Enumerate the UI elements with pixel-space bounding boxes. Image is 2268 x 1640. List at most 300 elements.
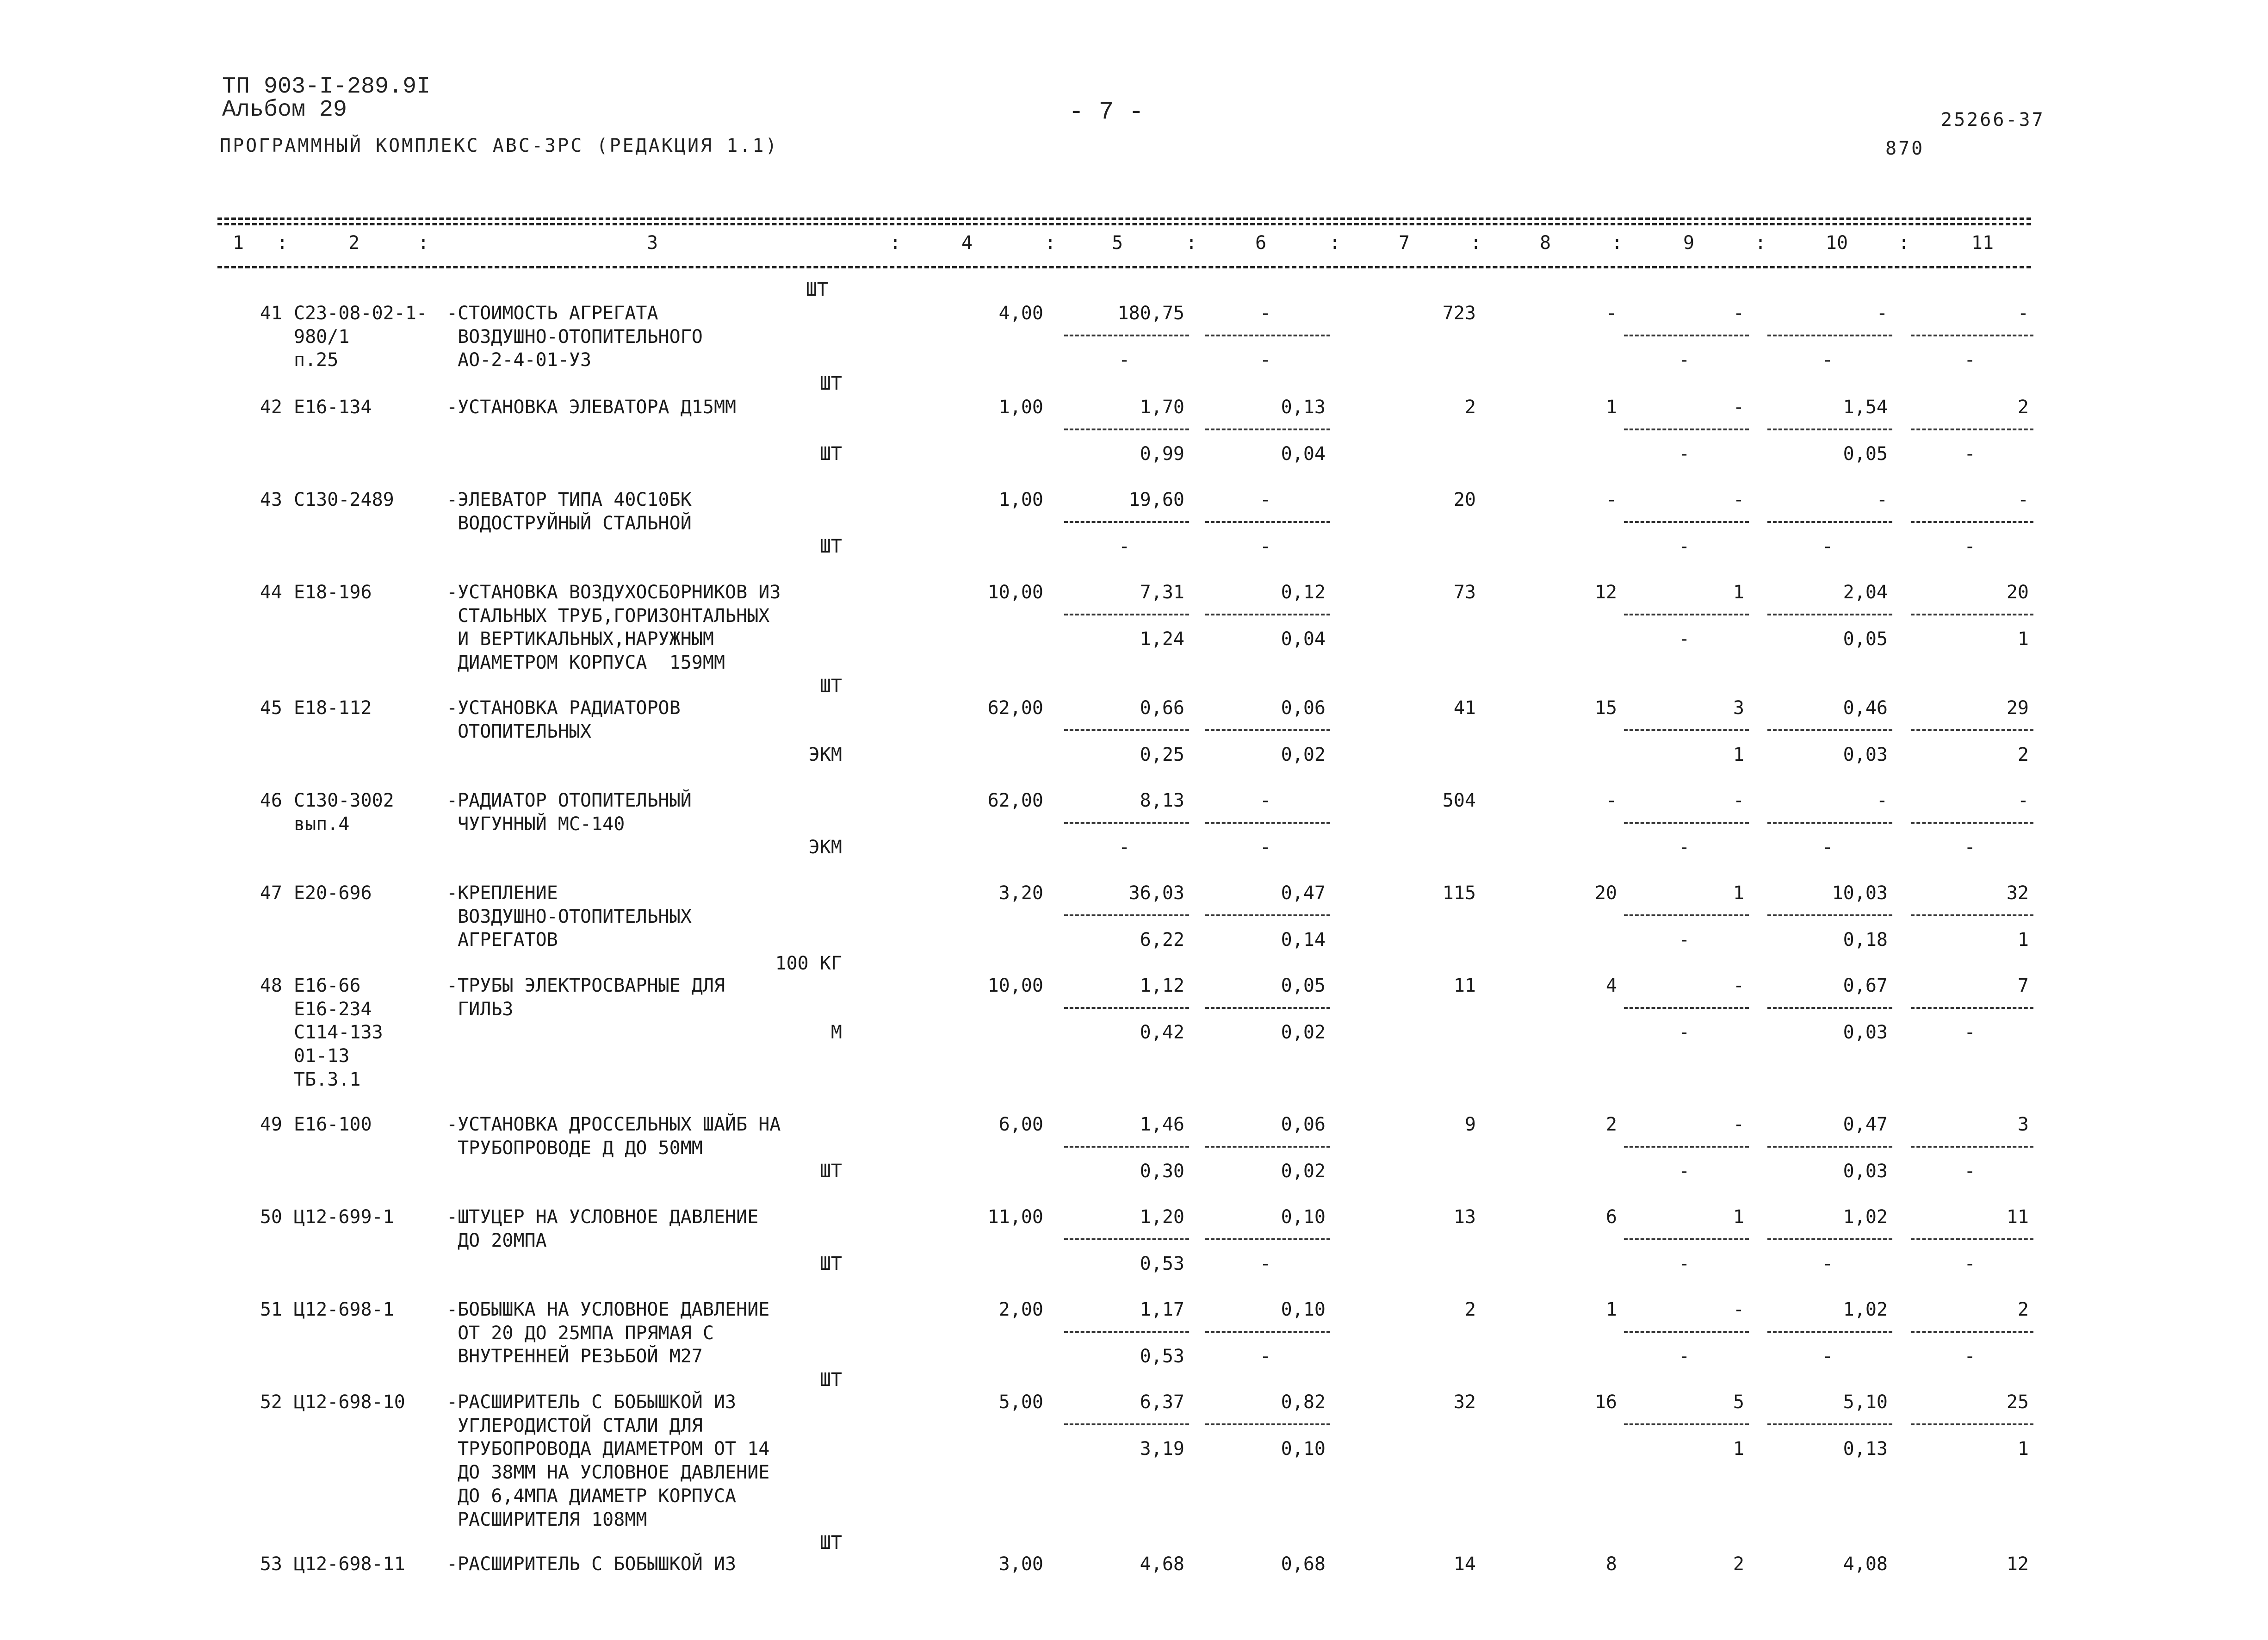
col5-value: 6,22 bbox=[1140, 929, 1184, 951]
col7-value: 2 bbox=[1464, 397, 1476, 418]
item-number: 52 bbox=[260, 1392, 282, 1413]
cell-divider-dashes bbox=[1767, 1423, 1892, 1425]
col11-value: - bbox=[1964, 536, 1976, 558]
col11-value: 12 bbox=[2006, 1553, 2029, 1575]
item-code: Е16-134 bbox=[294, 397, 372, 418]
cell-divider-dashes bbox=[1911, 1007, 2033, 1009]
item-code: Е16-100 bbox=[294, 1114, 372, 1135]
col8-value: 1 bbox=[1605, 1299, 1617, 1320]
col6-value: - bbox=[1259, 1346, 1271, 1367]
item-description: -РАСШИРИТЕЛЬ С БОБЫШКОЙ ИЗ bbox=[446, 1392, 737, 1413]
col9-value: - bbox=[1678, 536, 1690, 558]
col6-value: 0,02 bbox=[1281, 1022, 1326, 1044]
col8-value: 6 bbox=[1605, 1206, 1617, 1228]
column-separator: : bbox=[889, 232, 901, 254]
col7-value: 504 bbox=[1442, 790, 1476, 811]
col10-value: 0,13 bbox=[1843, 1438, 1888, 1460]
cell-divider-dashes bbox=[1911, 335, 2033, 336]
col6-value: 0,06 bbox=[1281, 1114, 1326, 1135]
col9-value: - bbox=[1733, 303, 1744, 324]
item-description: ГИЛЬЗ bbox=[446, 998, 514, 1020]
col10-value: 0,05 bbox=[1843, 443, 1888, 465]
cell-divider-dashes bbox=[1064, 614, 1189, 615]
cell-divider-dashes bbox=[1064, 1146, 1189, 1148]
column-separator: : bbox=[1329, 232, 1341, 254]
cell-divider-dashes bbox=[1064, 1423, 1189, 1425]
col9-value: - bbox=[1733, 975, 1744, 996]
project-code: ТП 903-I-289.9I bbox=[222, 74, 431, 100]
col8-value: 12 bbox=[1594, 582, 1617, 603]
col7-value: 14 bbox=[1453, 1553, 1476, 1575]
cell-divider-dashes bbox=[1064, 729, 1189, 731]
column-header-7: 7 bbox=[1398, 232, 1410, 254]
col11-value: 25 bbox=[2006, 1392, 2029, 1413]
col8-value: - bbox=[1605, 489, 1617, 510]
col9-value: - bbox=[1678, 628, 1690, 650]
unit-label: ШТ bbox=[806, 279, 828, 301]
item-code: Ц12-698-1 bbox=[294, 1299, 394, 1320]
col10-value: 0,18 bbox=[1843, 929, 1888, 951]
column-separator: : bbox=[1898, 232, 1910, 254]
item-description: -ЭЛЕВАТОР ТИПА 40С10БК bbox=[446, 489, 692, 510]
col11-value: - bbox=[1964, 1161, 1976, 1182]
cell-divider-dashes bbox=[1205, 729, 1330, 731]
quantity: 10,00 bbox=[987, 975, 1043, 996]
item-code: Е20-696 bbox=[294, 882, 372, 904]
item-description: АО-2-4-01-У3 bbox=[446, 349, 592, 371]
cell-divider-dashes bbox=[1064, 335, 1189, 336]
col9-value: - bbox=[1733, 1299, 1744, 1320]
program-title: ПРОГРАММНЫЙ КОМПЛЕКС АВС-3РС (РЕДАКЦИЯ 1.1) bbox=[220, 135, 779, 156]
item-description: УГЛЕРОДИСТОЙ СТАЛИ ДЛЯ bbox=[446, 1415, 703, 1436]
item-number: 51 bbox=[260, 1299, 282, 1320]
cell-divider-dashes bbox=[1767, 822, 1892, 824]
item-code: С130-3002 bbox=[294, 790, 394, 811]
col9-value: 5 bbox=[1733, 1392, 1744, 1413]
col5-value: 0,53 bbox=[1140, 1346, 1184, 1367]
col7-value: 723 bbox=[1442, 303, 1476, 324]
col9-value: 2 bbox=[1733, 1553, 1744, 1575]
item-code: С23-08-02-1- bbox=[294, 303, 428, 324]
cell-divider-dashes bbox=[1911, 614, 2033, 615]
col10-value: 1,02 bbox=[1843, 1299, 1888, 1320]
item-number: 41 bbox=[260, 303, 282, 324]
col5-value: 1,46 bbox=[1140, 1114, 1184, 1135]
col5-value: 0,99 bbox=[1140, 443, 1184, 465]
col6-value: 0,14 bbox=[1281, 929, 1326, 951]
unit-label: ШТ bbox=[819, 536, 842, 558]
column-header-2: 2 bbox=[348, 232, 360, 254]
col9-value: - bbox=[1678, 1346, 1690, 1367]
item-description: -БОБЫШКА НА УСЛОВНОЕ ДАВЛЕНИЕ bbox=[446, 1299, 770, 1320]
item-code: Ц12-698-10 bbox=[294, 1392, 405, 1413]
item-code: Е18-112 bbox=[294, 697, 372, 719]
cell-divider-dashes bbox=[1205, 822, 1330, 824]
col8-value: 15 bbox=[1594, 697, 1617, 719]
quantity: 2,00 bbox=[998, 1299, 1043, 1320]
cell-divider-dashes bbox=[1205, 1238, 1330, 1240]
col11-value: 2 bbox=[2017, 744, 2029, 766]
col10-value: 0,03 bbox=[1843, 744, 1888, 766]
col9-value: - bbox=[1678, 1022, 1690, 1044]
header-bottom-rule bbox=[217, 266, 2031, 268]
cell-divider-dashes bbox=[1767, 1331, 1892, 1333]
item-code: Е16-66 bbox=[294, 975, 361, 996]
quantity: 62,00 bbox=[987, 790, 1043, 811]
col8-value: 16 bbox=[1594, 1392, 1617, 1413]
cell-divider-dashes bbox=[1624, 335, 1749, 336]
quantity: 1,00 bbox=[998, 489, 1043, 510]
col11-value: 3 bbox=[2017, 1114, 2029, 1135]
cell-divider-dashes bbox=[1624, 429, 1749, 430]
col10-value: - bbox=[1822, 536, 1834, 558]
quantity: 3,20 bbox=[998, 882, 1043, 904]
col11-value: 2 bbox=[2017, 397, 2029, 418]
col10-value: 0,03 bbox=[1843, 1161, 1888, 1182]
cell-divider-dashes bbox=[1205, 614, 1330, 615]
col6-value: - bbox=[1259, 790, 1271, 811]
col10-value: 0,46 bbox=[1843, 697, 1888, 719]
item-description: ВОЗДУШНО-ОТОПИТЕЛЬНЫХ bbox=[446, 906, 692, 927]
unit-label: ШТ bbox=[819, 1161, 842, 1182]
item-description: -ТРУБЫ ЭЛЕКТРОСВАРНЫЕ ДЛЯ bbox=[446, 975, 725, 996]
col5-value: 0,25 bbox=[1140, 744, 1184, 766]
col5-value: 19,60 bbox=[1128, 489, 1184, 510]
col7-value: 115 bbox=[1442, 882, 1476, 904]
item-description: -ШТУЦЕР НА УСЛОВНОЕ ДАВЛЕНИЕ bbox=[446, 1206, 759, 1228]
item-number: 50 bbox=[260, 1206, 282, 1228]
col5-value: 1,12 bbox=[1140, 975, 1184, 996]
item-code: С130-2489 bbox=[294, 489, 394, 510]
column-separator: : bbox=[276, 232, 288, 254]
item-number: 47 bbox=[260, 882, 282, 904]
col11-value: 32 bbox=[2006, 882, 2029, 904]
item-description: ВОДОСТРУЙНЫЙ СТАЛЬНОЙ bbox=[446, 512, 692, 534]
col5-value: 7,31 bbox=[1140, 582, 1184, 603]
item-number: 53 bbox=[260, 1553, 282, 1575]
col6-value: 0,47 bbox=[1281, 882, 1326, 904]
col11-value: 7 bbox=[2017, 975, 2029, 996]
col10-value: 10,03 bbox=[1832, 882, 1888, 904]
cell-divider-dashes bbox=[1064, 429, 1189, 430]
cell-divider-dashes bbox=[1767, 335, 1892, 336]
col9-value: - bbox=[1678, 349, 1690, 371]
cell-divider-dashes bbox=[1911, 429, 2033, 430]
col6-value: 0,10 bbox=[1281, 1206, 1326, 1228]
item-description: -РАДИАТОР ОТОПИТЕЛЬНЫЙ bbox=[446, 790, 692, 811]
col6-value: 0,02 bbox=[1281, 1161, 1326, 1182]
cell-divider-dashes bbox=[1205, 1331, 1330, 1333]
col6-value: 0,12 bbox=[1281, 582, 1326, 603]
unit-label: ШТ bbox=[819, 1532, 842, 1554]
col11-value: - bbox=[2017, 303, 2029, 324]
item-number: 45 bbox=[260, 697, 282, 719]
col10-value: - bbox=[1822, 1346, 1834, 1367]
col6-value: 0,10 bbox=[1281, 1299, 1326, 1320]
column-header-9: 9 bbox=[1683, 232, 1695, 254]
col7-value: 20 bbox=[1453, 489, 1476, 510]
item-description: И ВЕРТИКАЛЬНЫХ,НАРУЖНЫМ bbox=[446, 628, 714, 650]
column-separator: : bbox=[1185, 232, 1197, 254]
quantity: 6,00 bbox=[998, 1114, 1043, 1135]
quantity: 1,00 bbox=[998, 397, 1043, 418]
col6-value: - bbox=[1259, 349, 1271, 371]
cell-divider-dashes bbox=[1205, 429, 1330, 430]
col11-value: 20 bbox=[2006, 582, 2029, 603]
col6-value: - bbox=[1259, 1253, 1271, 1275]
cell-divider-dashes bbox=[1624, 914, 1749, 916]
item-description: -УСТАНОВКА РАДИАТОРОВ bbox=[446, 697, 681, 719]
col9-value: 1 bbox=[1733, 582, 1744, 603]
cell-divider-dashes bbox=[1624, 614, 1749, 615]
col9-value: 1 bbox=[1733, 882, 1744, 904]
col8-value: - bbox=[1605, 303, 1617, 324]
col11-value: 29 bbox=[2006, 697, 2029, 719]
col5-value: 1,20 bbox=[1140, 1206, 1184, 1228]
cell-divider-dashes bbox=[1767, 429, 1892, 430]
item-description: ОТ 20 ДО 25МПА ПРЯМАЯ С bbox=[446, 1322, 714, 1344]
column-header-5: 5 bbox=[1111, 232, 1123, 254]
cell-divider-dashes bbox=[1911, 1331, 2033, 1333]
cell-divider-dashes bbox=[1911, 1146, 2033, 1148]
col6-value: - bbox=[1259, 536, 1271, 558]
col5-value: - bbox=[1118, 837, 1130, 858]
col11-value: 1 bbox=[2017, 929, 2029, 951]
col9-value: 1 bbox=[1733, 1438, 1744, 1460]
col6-value: 0,13 bbox=[1281, 397, 1326, 418]
col9-value: - bbox=[1678, 1161, 1690, 1182]
unit-label: ШТ bbox=[819, 443, 842, 465]
col11-value: - bbox=[1964, 1253, 1976, 1275]
cell-divider-dashes bbox=[1624, 729, 1749, 731]
quantity: 11,00 bbox=[987, 1206, 1043, 1228]
cell-divider-dashes bbox=[1064, 1238, 1189, 1240]
col5-value: 1,70 bbox=[1140, 397, 1184, 418]
col9-value: - bbox=[1733, 790, 1744, 811]
quantity: 4,00 bbox=[998, 303, 1043, 324]
col5-value: 36,03 bbox=[1128, 882, 1184, 904]
album-label: Альбом 29 bbox=[222, 97, 347, 123]
col5-value: 0,53 bbox=[1140, 1253, 1184, 1275]
cell-divider-dashes bbox=[1205, 1007, 1330, 1009]
col8-value: - bbox=[1605, 790, 1617, 811]
col9-value: 1 bbox=[1733, 1206, 1744, 1228]
item-description: РАСШИРИТЕЛЯ 108ММ bbox=[446, 1509, 647, 1530]
column-separator: : bbox=[1754, 232, 1766, 254]
cell-divider-dashes bbox=[1624, 1146, 1749, 1148]
item-description: ВНУТРЕННЕЙ РЕЗЬБОЙ М27 bbox=[446, 1346, 703, 1367]
col5-value: 180,75 bbox=[1117, 303, 1184, 324]
col6-value: - bbox=[1259, 837, 1271, 858]
item-code: Е18-196 bbox=[294, 582, 372, 603]
col9-value: - bbox=[1733, 1114, 1744, 1135]
item-number: 46 bbox=[260, 790, 282, 811]
unit-label: ЭКМ bbox=[808, 837, 842, 858]
col9-value: 3 bbox=[1733, 697, 1744, 719]
cell-divider-dashes bbox=[1767, 614, 1892, 615]
item-description: ДО 6,4МПА ДИАМЕТР КОРПУСА bbox=[446, 1485, 737, 1507]
col11-value: - bbox=[1964, 349, 1976, 371]
cell-divider-dashes bbox=[1624, 1331, 1749, 1333]
item-code: п.25 bbox=[294, 349, 339, 371]
col6-value: 0,82 bbox=[1281, 1392, 1326, 1413]
cell-divider-dashes bbox=[1205, 335, 1330, 336]
col6-value: 0,04 bbox=[1281, 443, 1326, 465]
col5-value: 3,19 bbox=[1140, 1438, 1184, 1460]
page-number: - 7 - bbox=[1069, 98, 1144, 126]
col5-value: 0,30 bbox=[1140, 1161, 1184, 1182]
cell-divider-dashes bbox=[1911, 729, 2033, 731]
col7-value: 32 bbox=[1453, 1392, 1476, 1413]
cell-divider-dashes bbox=[1064, 521, 1189, 523]
col8-value: 20 bbox=[1594, 882, 1617, 904]
document-number: 25266-37 bbox=[1941, 109, 2045, 130]
cell-divider-dashes bbox=[1624, 1423, 1749, 1425]
col10-value: - bbox=[1822, 349, 1834, 371]
col10-value: 1,02 bbox=[1843, 1206, 1888, 1228]
item-description: ДО 20МПА bbox=[446, 1230, 547, 1251]
item-number: 48 bbox=[260, 975, 282, 996]
col9-value: 1 bbox=[1733, 744, 1744, 766]
item-code: С114-133 bbox=[294, 1022, 383, 1044]
col8-value: 2 bbox=[1605, 1114, 1617, 1135]
col5-value: 0,42 bbox=[1140, 1022, 1184, 1044]
item-number: 49 bbox=[260, 1114, 282, 1135]
col6-value: 0,10 bbox=[1281, 1438, 1326, 1460]
col10-value: 0,67 bbox=[1843, 975, 1888, 996]
item-description: ДИАМЕТРОМ КОРПУСА 159ММ bbox=[446, 652, 725, 674]
cell-divider-dashes bbox=[1624, 1007, 1749, 1009]
col8-value: 8 bbox=[1605, 1553, 1617, 1575]
table-top-rule bbox=[217, 217, 2031, 220]
col11-value: - bbox=[2017, 790, 2029, 811]
item-description: -РАСШИРИТЕЛЬ С БОБЫШКОЙ ИЗ bbox=[446, 1553, 737, 1575]
item-number: 44 bbox=[260, 582, 282, 603]
table-top-rule-2 bbox=[217, 223, 2031, 225]
quantity: 10,00 bbox=[987, 582, 1043, 603]
col10-value: 0,05 bbox=[1843, 628, 1888, 650]
cell-divider-dashes bbox=[1624, 1238, 1749, 1240]
col5-value: 0,66 bbox=[1140, 697, 1184, 719]
col11-value: 2 bbox=[2017, 1299, 2029, 1320]
column-header-1: 1 bbox=[232, 232, 244, 254]
cell-divider-dashes bbox=[1911, 822, 2033, 824]
item-description: -УСТАНОВКА ВОЗДУХОСБОРНИКОВ ИЗ bbox=[446, 582, 781, 603]
col6-value: - bbox=[1259, 489, 1271, 510]
column-header-6: 6 bbox=[1255, 232, 1267, 254]
unit-label: М bbox=[830, 1022, 842, 1044]
col5-value: 1,24 bbox=[1140, 628, 1184, 650]
column-separator: : bbox=[1044, 232, 1056, 254]
item-code: 980/1 bbox=[294, 326, 350, 348]
item-code: Е16-234 bbox=[294, 998, 372, 1020]
col6-value: 0,02 bbox=[1281, 744, 1326, 766]
col6-value: 0,04 bbox=[1281, 628, 1326, 650]
cell-divider-dashes bbox=[1911, 1238, 2033, 1240]
col9-value: - bbox=[1678, 1253, 1690, 1275]
column-header-10: 10 bbox=[1825, 232, 1848, 254]
cell-divider-dashes bbox=[1064, 822, 1189, 824]
cell-divider-dashes bbox=[1767, 1238, 1892, 1240]
col10-value: 2,04 bbox=[1843, 582, 1888, 603]
col7-value: 11 bbox=[1453, 975, 1476, 996]
col8-value: 1 bbox=[1605, 397, 1617, 418]
quantity: 62,00 bbox=[987, 697, 1043, 719]
col10-value: 4,08 bbox=[1843, 1553, 1888, 1575]
column-header-8: 8 bbox=[1539, 232, 1551, 254]
col7-value: 13 bbox=[1453, 1206, 1476, 1228]
sheet-code: 870 bbox=[1885, 138, 1925, 159]
col10-value: - bbox=[1876, 790, 1888, 811]
col5-value: - bbox=[1118, 536, 1130, 558]
unit-label: ШТ bbox=[819, 373, 842, 395]
unit-label: 100 КГ bbox=[775, 953, 842, 975]
col11-value: 11 bbox=[2006, 1206, 2029, 1228]
col10-value: - bbox=[1876, 489, 1888, 510]
col11-value: 1 bbox=[2017, 628, 2029, 650]
col11-value: 1 bbox=[2017, 1438, 2029, 1460]
cell-divider-dashes bbox=[1911, 914, 2033, 916]
col7-value: 73 bbox=[1453, 582, 1476, 603]
item-description: СТАЛЬНЫХ ТРУБ,ГОРИЗОНТАЛЬНЫХ bbox=[446, 605, 770, 627]
col6-value: - bbox=[1259, 303, 1271, 324]
col10-value: - bbox=[1822, 837, 1834, 858]
col9-value: - bbox=[1733, 489, 1744, 510]
column-header-4: 4 bbox=[961, 232, 973, 254]
col8-value: 4 bbox=[1605, 975, 1617, 996]
cell-divider-dashes bbox=[1624, 521, 1749, 523]
cell-divider-dashes bbox=[1767, 914, 1892, 916]
unit-label: ШТ bbox=[819, 1253, 842, 1275]
item-description: -УСТАНОВКА ЭЛЕВАТОРА Д15ММ bbox=[446, 397, 737, 418]
quantity: 5,00 bbox=[998, 1392, 1043, 1413]
unit-label: ШТ bbox=[819, 1369, 842, 1391]
col7-value: 2 bbox=[1464, 1299, 1476, 1320]
cell-divider-dashes bbox=[1767, 1146, 1892, 1148]
col6-value: 0,05 bbox=[1281, 975, 1326, 996]
cell-divider-dashes bbox=[1911, 1423, 2033, 1425]
col10-value: 5,10 bbox=[1843, 1392, 1888, 1413]
cell-divider-dashes bbox=[1205, 521, 1330, 523]
item-code: Ц12-699-1 bbox=[294, 1206, 394, 1228]
col10-value: - bbox=[1876, 303, 1888, 324]
unit-label: ЭКМ bbox=[808, 744, 842, 766]
col6-value: 0,68 bbox=[1281, 1553, 1326, 1575]
cell-divider-dashes bbox=[1767, 729, 1892, 731]
item-description: -УСТАНОВКА ДРОССЕЛЬНЫХ ШАЙБ НА bbox=[446, 1114, 781, 1135]
cell-divider-dashes bbox=[1624, 822, 1749, 824]
col9-value: - bbox=[1678, 837, 1690, 858]
col6-value: 0,06 bbox=[1281, 697, 1326, 719]
quantity: 3,00 bbox=[998, 1553, 1043, 1575]
col5-value: 1,17 bbox=[1140, 1299, 1184, 1320]
col5-value: 4,68 bbox=[1140, 1553, 1184, 1575]
col10-value: 0,03 bbox=[1843, 1022, 1888, 1044]
item-number: 42 bbox=[260, 397, 282, 418]
col5-value: - bbox=[1118, 349, 1130, 371]
cell-divider-dashes bbox=[1205, 914, 1330, 916]
item-description: ОТОПИТЕЛЬНЫХ bbox=[446, 721, 592, 742]
item-number: 43 bbox=[260, 489, 282, 510]
column-separator: : bbox=[1470, 232, 1482, 254]
column-header-11: 11 bbox=[1971, 232, 1994, 254]
item-description: ЧУГУННЫЙ МС-140 bbox=[446, 813, 625, 835]
col9-value: - bbox=[1678, 929, 1690, 951]
cell-divider-dashes bbox=[1767, 1007, 1892, 1009]
col5-value: 6,37 bbox=[1140, 1392, 1184, 1413]
item-description: ВОЗДУШНО-ОТОПИТЕЛЬНОГО bbox=[446, 326, 703, 348]
col11-value: - bbox=[1964, 1022, 1976, 1044]
